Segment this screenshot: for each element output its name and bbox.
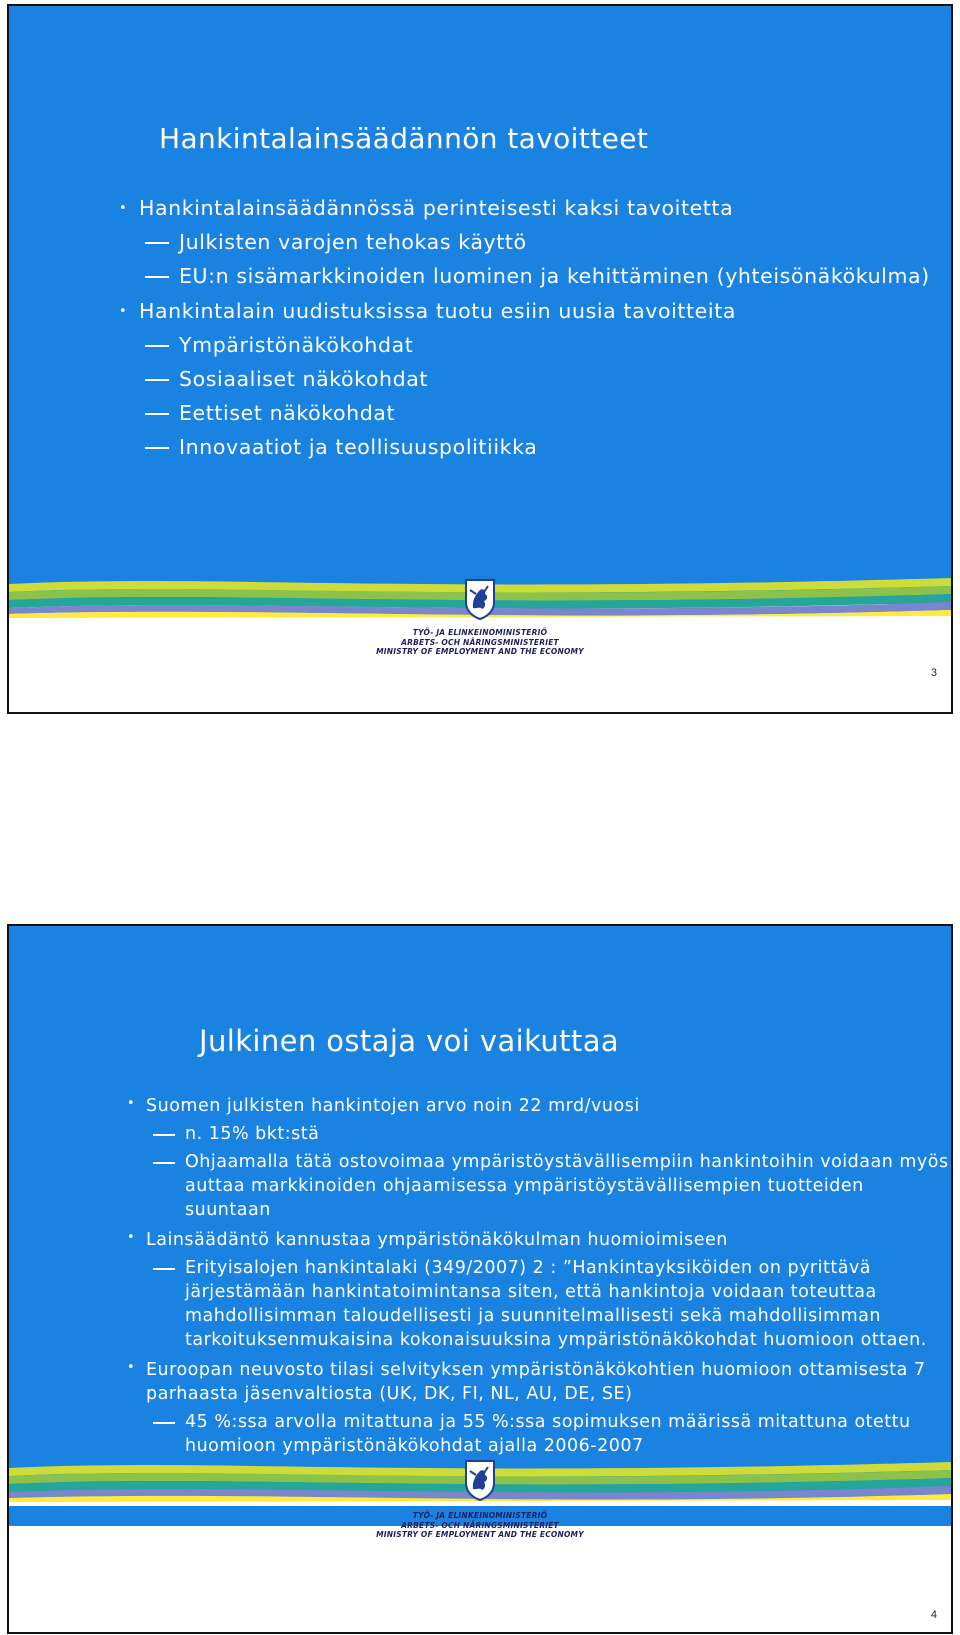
bullet-item (9, 1358, 949, 1406)
dash-icon (145, 242, 169, 244)
bullet-item (9, 1228, 949, 1252)
bullet-icon: • (127, 1360, 136, 1375)
bullet-list (9, 1088, 949, 1458)
bullet-item (9, 297, 949, 326)
ministry-name-sv: ARBETS- OCH NÄRINGSMINISTERIET (401, 1520, 559, 1530)
sub-bullet-item (9, 1410, 949, 1458)
dash-icon (145, 379, 169, 381)
dash-icon (153, 1422, 175, 1424)
sub-bullet-text: EU:n sisämarkkinoiden luominen ja kehittäminen (yhteisönäkökulma) (179, 264, 930, 288)
bullet-item (9, 1094, 949, 1118)
slide-title: Julkinen ostaja voi vaikuttaa (199, 1024, 620, 1058)
bullet-text: Lainsäädäntö kannustaa ympäristönäkökulman huomioimiseen (146, 1230, 728, 1250)
sub-bullet-item (9, 433, 949, 462)
sub-bullet-text: 45 %:ssa arvolla mitattuna ja 55 %:ssa sopimuksen määrissä mitattuna otettu huomioon ympäristönäkökohdat ajalla 2006-2007 (185, 1412, 911, 1456)
bullet-text: Euroopan neuvosto tilasi selvityksen ympäristönäkökohtien huomioon ottamisesta 7 parhaasta jäsenvaltiosta (UK, DK, FI, NL, AU, DE, SE) (146, 1360, 926, 1404)
dash-icon (145, 276, 169, 278)
sub-bullet-text: n. 15% bkt:stä (185, 1124, 320, 1144)
sub-bullet-text: Ympäristönäkökohdat (179, 333, 414, 357)
bullet-text: Suomen julkisten hankintojen arvo noin 22 mrd/vuosi (146, 1096, 640, 1116)
sub-bullet-item (9, 1256, 949, 1352)
ministry-name-sv: ARBETS- OCH NÄRINGSMINISTERIET (401, 637, 559, 647)
bullet-text: Hankintalainsäädännössä perinteisesti kaksi tavoitetta (139, 196, 734, 220)
bullet-list (9, 188, 949, 462)
bullet-icon: • (119, 201, 128, 216)
page-number: 4 (930, 1609, 937, 1621)
sub-bullet-text: Eettiset näkökohdat (179, 401, 396, 425)
bullet-icon: • (119, 304, 128, 319)
dash-icon (145, 447, 169, 449)
slide-4 (7, 924, 953, 1634)
sub-bullet-text: Erityisalojen hankintalaki (349/2007) 2 : ”Hankintayksiköiden on pyrittävä järjestämään hankintatoimintansa siten, että hankintoja voidaan toteuttaa mahdollisimman taloudellisesti ja suunnitelmallisesti sekä mahdollisimman tarkoituksenmukaisina kokonaisuuksina ympäristönäkökohdat huomioon ottaen. (185, 1258, 927, 1350)
bullet-item (9, 194, 949, 223)
slide-body (9, 926, 951, 1526)
ministry-name-en: MINISTRY OF EMPLOYMENT AND THE ECONOMY (376, 1530, 584, 1539)
sub-bullet-item (9, 1122, 949, 1146)
bullet-icon: • (127, 1096, 136, 1111)
ministry-name-fi: TYÖ- JA ELINKEINOMINISTERIÖ (412, 1511, 548, 1520)
dash-icon (153, 1162, 175, 1164)
sub-bullet-text: Julkisten varojen tehokas käyttö (179, 230, 527, 254)
sub-bullet-item (9, 331, 949, 360)
ministry-logo-text (9, 1511, 951, 1540)
ministry-name-fi: TYÖ- JA ELINKEINOMINISTERIÖ (412, 628, 548, 637)
sub-bullet-text: Sosiaaliset näkökohdat (179, 367, 429, 391)
sub-bullet-text: Innovaatiot ja teollisuuspolitiikka (179, 435, 538, 459)
slide-title: Hankintalainsäädännön tavoitteet (159, 122, 649, 155)
dash-icon (145, 345, 169, 347)
page-number: 3 (930, 667, 937, 679)
finnish-lion-crest-icon (464, 578, 496, 620)
bullet-icon: • (127, 1230, 136, 1245)
ministry-logo-text (9, 628, 951, 657)
sub-bullet-item (9, 228, 949, 257)
sub-bullet-item (9, 399, 949, 428)
slide-3 (7, 4, 953, 714)
dash-icon (153, 1268, 175, 1270)
sub-bullet-item (9, 262, 949, 291)
bullet-text: Hankintalain uudistuksissa tuotu esiin uusia tavoitteita (139, 299, 736, 323)
dash-icon (153, 1134, 175, 1136)
sub-bullet-item (9, 365, 949, 394)
sub-bullet-item (9, 1150, 949, 1222)
dash-icon (145, 413, 169, 415)
finnish-lion-crest-icon (464, 1459, 496, 1501)
slide-body (9, 6, 951, 604)
sub-bullet-text: Ohjaamalla tätä ostovoimaa ympäristöystävällisempiin hankintoihin voidaan myös auttaa markkinoiden ohjaamisessa ympäristöystävällisempien tuotteiden suuntaan (185, 1152, 949, 1220)
ministry-name-en: MINISTRY OF EMPLOYMENT AND THE ECONOMY (376, 647, 584, 656)
